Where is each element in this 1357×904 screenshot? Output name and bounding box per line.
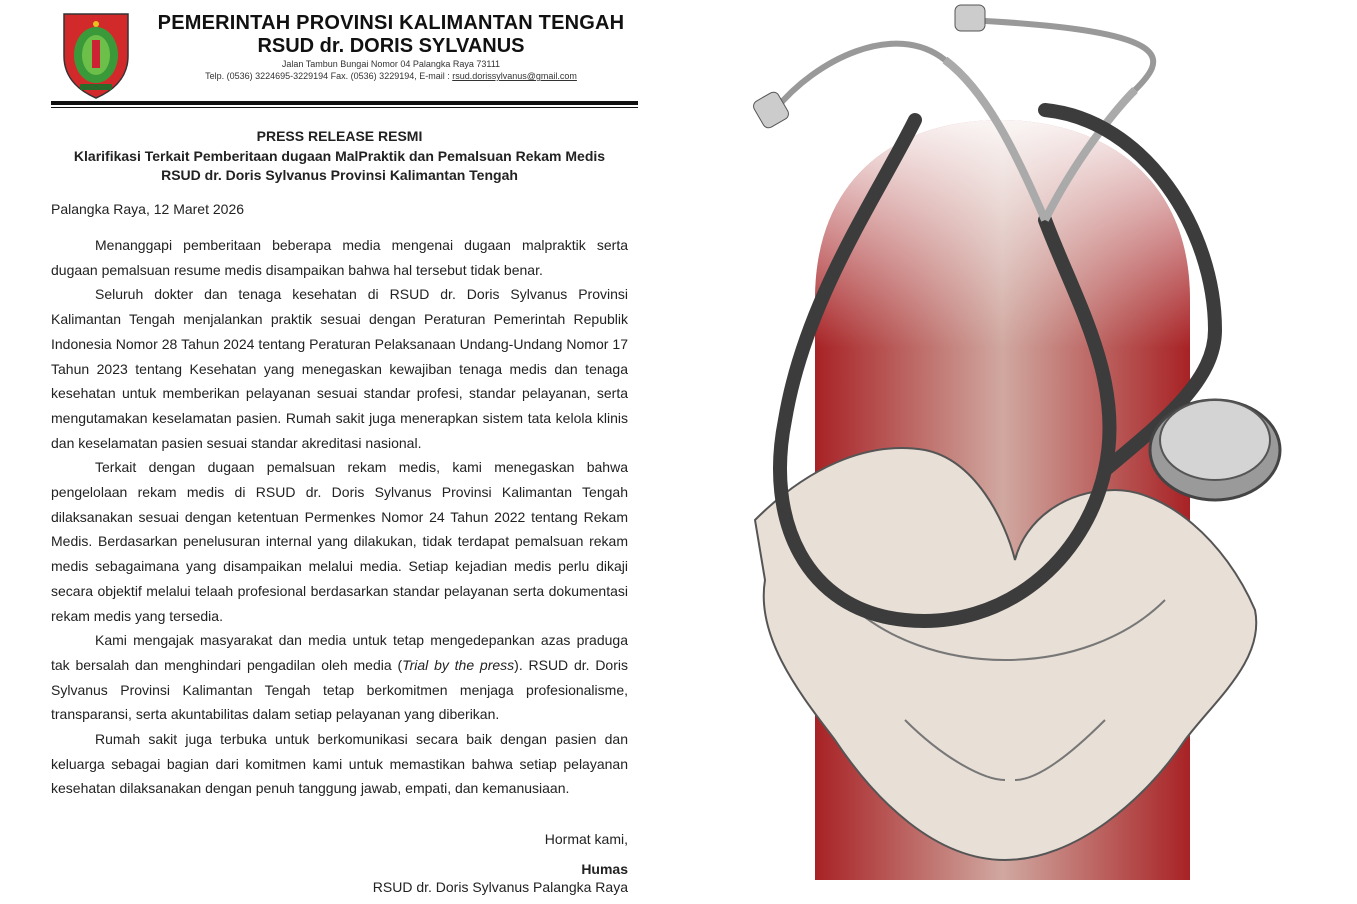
paragraph-italic: Trial by the press [402,656,515,673]
divider-thick [51,101,638,105]
email-link[interactable]: rsud.dorissylvanus@gmail.com [452,71,577,81]
contact-text: Telp. (0536) 3224695-3229194 Fax. (0536) 3229194, E-mail : [205,71,453,81]
stethoscope-hands-illustration [745,0,1305,904]
paragraph: Seluruh dokter dan tenaga kesehatan di RSUD dr. Doris Sylvanus Provinsi Kalimantan Tengah menjalankan praktik sesuai dengan Peraturan Pemerintah Republik Indonesia Nomor 28 Tahun 2024 tentang Peraturan Pelaksanaan Undang-Undang Nomor 17 Tahun 2023 tentang Kesehatan yang menegaskan kewajiban tenaga medis dan tenaga kesehatan untuk memberikan pelayanan sesuai standar profesi, standar pelayanan, serta mengutamakan keselamatan pasien. Rumah sakit juga menerapkan sistem tata kelola klinis dan keselamatan pasien sesuai standar akreditasi nasional. [51,286,628,451]
title-line-3: RSUD dr. Doris Sylvanus Provinsi Kalimantan Tengah [161,167,518,183]
paragraph: Rumah sakit juga terbuka untuk berkomunikasi secara baik dengan pasien dan keluarga sebagai bagian dari komitmen kami untuk memastikan bahwa setiap pelayanan kesehatan dilaksanakan dengan penuh tanggung jawab, empati, dan kemanusiaan. [51,731,628,797]
letterhead [146,12,636,82]
provincial-emblem-logo [60,10,132,100]
paragraph-text: ). RSUD dr. Doris Sylvanus Provinsi Kalimantan Tengah tetap berkomitmen menjaga profesionalisme, transparansi, serta akuntabilitas dalam setiap pelayanan yang diberikan. [51,656,628,723]
title-line-2: Klarifikasi Terkait Pemberitaan dugaan MalPraktik dan Pemalsuan Rekam Medis [73,147,606,164]
signature-org: RSUD dr. Doris Sylvanus Palangka Raya [372,879,628,895]
paragraph: Menanggapi pemberitaan beberapa media mengenai dugaan malpraktik serta dugaan pemalsuan resume medis disampaikan bahwa hal tersebut tidak benar. [51,237,628,278]
paragraph [51,628,628,727]
signature-block [228,827,628,896]
letterhead-address: Jalan Tambun Bungai Nomor 04 Palangka Raya 73111 [281,59,501,69]
title-line-1: PRESS RELEASE RESMI [256,128,423,144]
signature-dept: Humas [581,861,628,877]
closing: Hormat kami, [544,831,628,847]
release-date: Palangka Raya, 12 Maret 2026 [51,201,245,217]
paragraph-text: Kami mengajak masyarakat dan media untuk tetap mengedepankan azas praduga tak bersalah dan menghindari pengadilan oleh media ( [51,632,628,673]
letterhead-contact [146,71,636,82]
release-body [51,233,628,801]
letterhead-hospital: RSUD dr. DORIS SYLVANUS [257,35,525,57]
release-title [51,127,628,186]
paragraph: Terkait dengan dugaan pemalsuan rekam medis, kami menegaskan bahwa pengelolaan rekam medis di RSUD dr. Doris Sylvanus Provinsi Kalimantan Tengah dilaksanakan sesuai dengan ketentuan Permenkes Nomor 24 Tahun 2022 tentang Rekam Medis. Berdasarkan penelusuran internal yang dilakukan, tidak terdapat pemalsuan rekam medis sebagaimana yang disampaikan melalui media. Setiap kejadian medis perlu dikaji secara objektif melalui telaah profesional berdasarkan standar pelayanan serta dokumentasi rekam medis yang tersedia. [51,459,628,624]
letterhead-government: PEMERINTAH PROVINSI KALIMANTAN TENGAH [157,12,625,34]
divider-thin [51,107,638,108]
